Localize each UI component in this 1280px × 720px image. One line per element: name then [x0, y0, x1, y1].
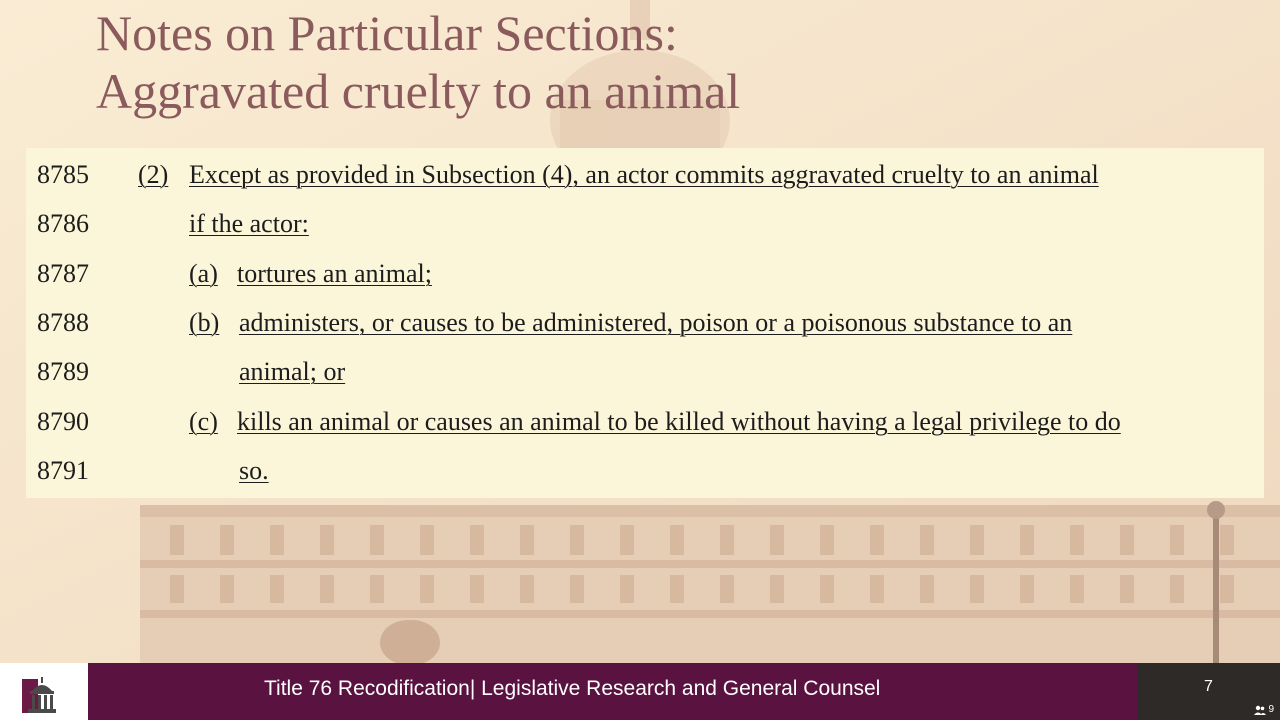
background-window	[820, 575, 834, 603]
excerpt-line	[26, 450, 1264, 490]
background-window	[270, 575, 284, 603]
line-text: tortures an animal;	[237, 259, 432, 288]
line-text: so.	[239, 456, 269, 485]
background-window	[170, 575, 184, 603]
background-window	[770, 525, 784, 555]
background-window	[1170, 525, 1184, 555]
page-number: 7	[1204, 678, 1213, 695]
line-text: administers, or causes to be administered, poison or a poisonous substance to an	[239, 308, 1073, 337]
excerpt-line	[26, 203, 1264, 243]
background-window	[1120, 575, 1134, 603]
background-window	[420, 575, 434, 603]
background-window	[570, 525, 584, 555]
background-window	[320, 575, 334, 603]
background-window	[1070, 575, 1084, 603]
subsection-marker: (2)	[138, 160, 169, 189]
footer-right-panel	[1138, 663, 1280, 720]
background-window	[620, 575, 634, 603]
slide-title-line-1: Notes on Particular Sections:	[96, 5, 678, 61]
line-text: if the actor:	[189, 209, 309, 238]
background-window	[720, 525, 734, 555]
background-window	[370, 575, 384, 603]
background-window	[920, 525, 934, 555]
background-window	[220, 525, 234, 555]
background-window	[320, 525, 334, 555]
footer-bar	[0, 663, 1280, 720]
background-window	[670, 575, 684, 603]
capitol-logo-icon	[22, 671, 62, 713]
background-window	[720, 575, 734, 603]
subsection-marker: (c)	[189, 407, 218, 436]
participants-count: 9	[1268, 704, 1274, 715]
line-number: 8786	[37, 209, 89, 238]
background-window	[1070, 525, 1084, 555]
participants-indicator[interactable]	[1254, 704, 1274, 715]
statute-excerpt	[26, 148, 1264, 498]
background-window	[1020, 575, 1034, 603]
subsection-marker: (a)	[189, 259, 218, 288]
subsection-marker: (b)	[189, 308, 220, 337]
background-window	[870, 525, 884, 555]
background-window	[820, 525, 834, 555]
slide-title-line-2: Aggravated cruelty to an animal	[96, 63, 741, 119]
line-number: 8785	[37, 160, 89, 189]
background-window	[670, 525, 684, 555]
background-window	[420, 525, 434, 555]
line-text: Except as provided in Subsection (4), an actor commits aggravated cruelty to an animal	[189, 160, 1099, 189]
excerpt-line	[26, 302, 1264, 342]
background-window	[220, 575, 234, 603]
background-window	[620, 525, 634, 555]
line-text: animal; or	[239, 357, 346, 386]
background-window	[1120, 525, 1134, 555]
excerpt-line	[26, 253, 1264, 293]
excerpt-line	[26, 351, 1264, 391]
background-window	[470, 575, 484, 603]
background-window	[1220, 575, 1234, 603]
line-number: 8791	[37, 456, 89, 485]
slide-title	[96, 4, 740, 120]
background-window	[970, 525, 984, 555]
background-window	[970, 575, 984, 603]
line-text: kills an animal or causes an animal to be killed without having a legal privilege to do	[237, 407, 1121, 436]
footer-text: Title 76 Recodification| Legislative Research and General Counsel	[264, 677, 881, 700]
background-window	[920, 575, 934, 603]
background-window	[520, 575, 534, 603]
background-window	[770, 575, 784, 603]
line-number: 8790	[37, 407, 89, 436]
background-window	[520, 525, 534, 555]
excerpt-line	[26, 154, 1264, 194]
background-window	[270, 525, 284, 555]
background-window	[170, 525, 184, 555]
excerpt-line	[26, 401, 1264, 441]
background-window	[1220, 525, 1234, 555]
background-window	[1020, 525, 1034, 555]
background-window	[870, 575, 884, 603]
footer-logo	[0, 663, 88, 720]
line-number: 8788	[37, 308, 89, 337]
background-window	[370, 525, 384, 555]
line-number: 8787	[37, 259, 89, 288]
line-number: 8789	[37, 357, 89, 386]
background-window	[570, 575, 584, 603]
participants-icon	[1254, 705, 1266, 715]
background-window	[1170, 575, 1184, 603]
background-window	[470, 525, 484, 555]
